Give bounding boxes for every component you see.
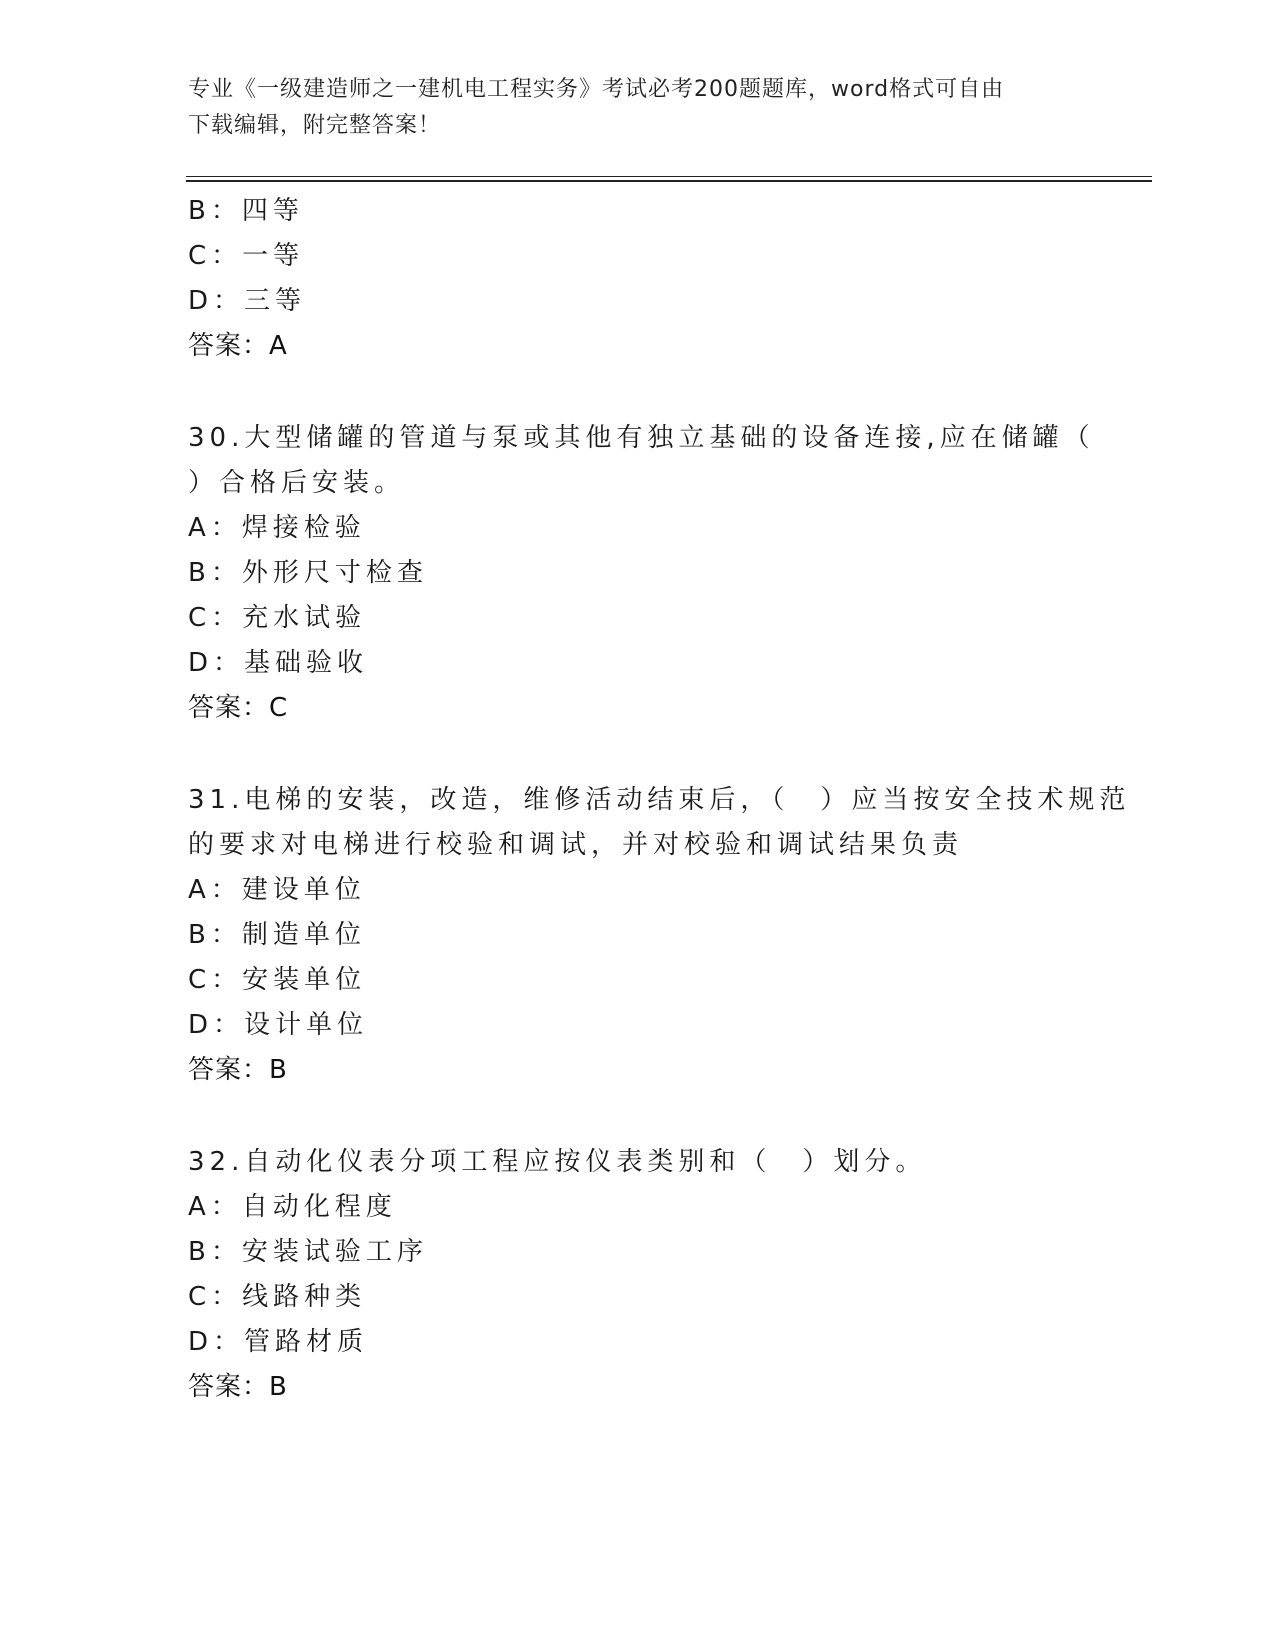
question-stem-line: 32.自动化仪表分项工程应按仪表类别和（ ）划分。: [188, 1147, 927, 1177]
option-b: B：四等: [188, 196, 304, 226]
option-c: C：充水试验: [188, 603, 367, 633]
header-divider-thin: [186, 176, 1152, 177]
option-c: C：一等: [188, 241, 305, 271]
option-a: A：自动化程度: [188, 1192, 397, 1222]
header-title-line-1: 专业《一级建造师之一建机电工程实务》考试必考200题题库，word格式可自由: [188, 77, 1005, 102]
question-list: [188, 189, 1138, 1410]
option-d: D：设计单位: [188, 1010, 369, 1040]
question-stem-line: 的要求对电梯进行校验和调试，并对校验和调试结果负责: [188, 830, 964, 860]
option-b: B：外形尺寸检查: [188, 558, 428, 588]
answer-line: 答案：B: [188, 1055, 288, 1085]
header-divider-thick: [186, 180, 1152, 182]
question-stem-line: 31.电梯的安装，改造，维修活动结束后，（ ）应当按安全技术规范: [188, 785, 1131, 815]
question-31: [188, 778, 1138, 1093]
answer-line: 答案：B: [188, 1372, 288, 1402]
option-a: A：建设单位: [188, 875, 366, 905]
option-b: B：制造单位: [188, 920, 366, 950]
question-stem-line: ）合格后安装。: [188, 468, 406, 498]
question-32: [188, 1140, 1138, 1410]
answer-line: 答案：A: [188, 331, 288, 361]
question-30: [188, 416, 1138, 731]
question-fragment: [188, 189, 1138, 369]
option-b: B：安装试验工序: [188, 1237, 428, 1267]
option-d: D：三等: [188, 286, 307, 316]
option-a: A：焊接检验: [188, 513, 366, 543]
spacer: [188, 1093, 1138, 1140]
option-c: C：安装单位: [188, 965, 367, 995]
option-d: D：基础验收: [188, 648, 369, 678]
option-d: D：管路材质: [188, 1327, 369, 1357]
header-title-line-2: 下载编辑，附完整答案！: [188, 113, 442, 138]
answer-line: 答案：C: [188, 693, 289, 723]
spacer: [188, 369, 1138, 416]
document-header: [188, 72, 1088, 144]
option-c: C：线路种类: [188, 1282, 367, 1312]
question-stem-line: 30.大型储罐的管道与泵或其他有独立基础的设备连接,应在储罐（: [188, 423, 1095, 453]
spacer: [188, 731, 1138, 778]
